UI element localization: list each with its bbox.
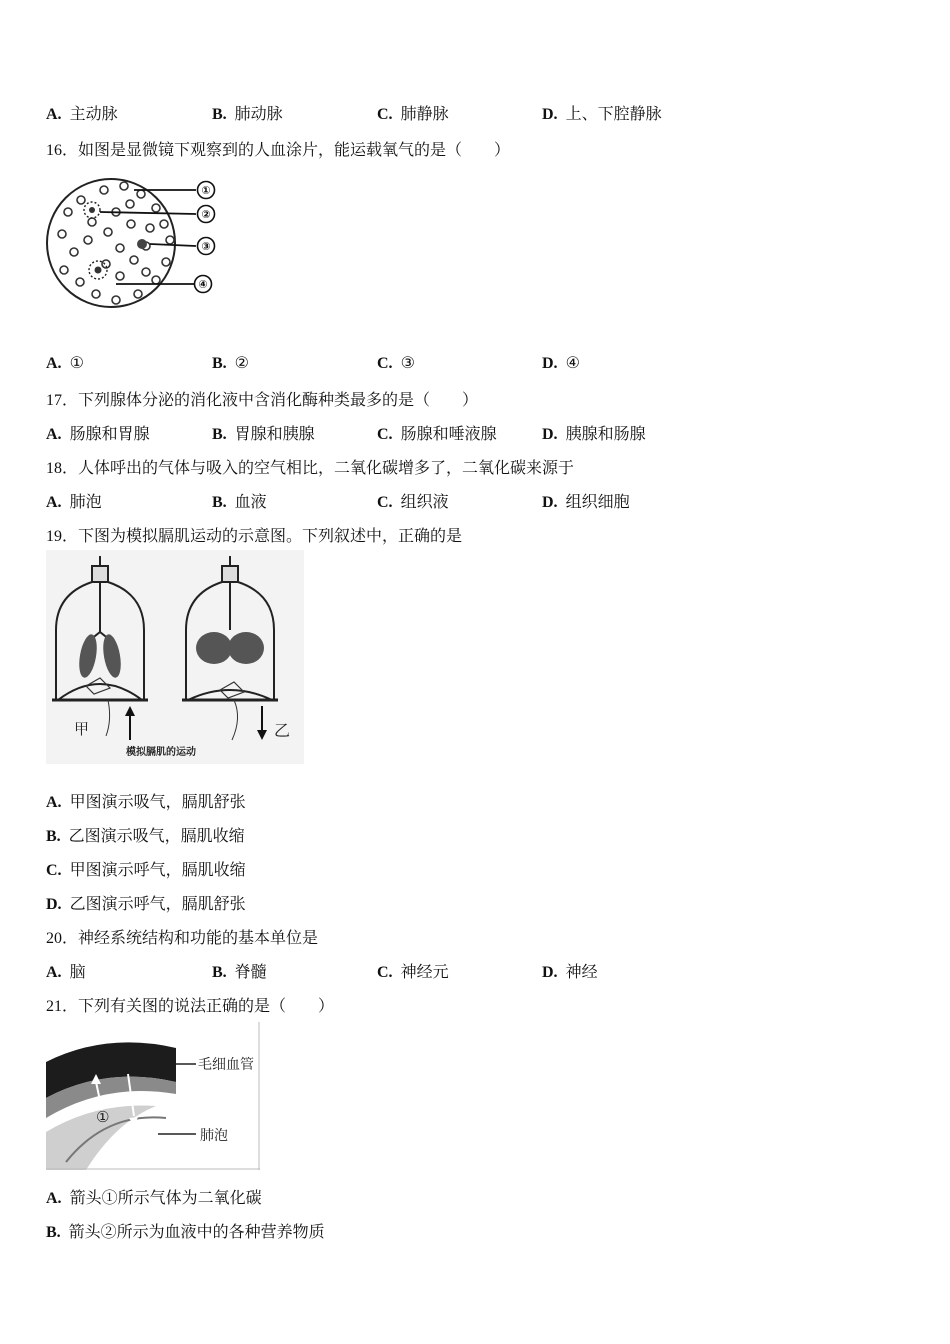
q17-option-c: C. 肠腺和唾液腺: [377, 424, 497, 443]
q18-option-d: D. 组织细胞: [542, 492, 630, 511]
q18-option-c: C. 组织液: [377, 492, 449, 511]
q17-option-b: B. 胃腺和胰腺: [212, 424, 315, 443]
q20-option-b: B. 脊髓: [212, 962, 267, 981]
q20-option-d: D. 神经: [542, 962, 598, 981]
q21-option-b: B. 箭头②所示为血液中的各种营养物质: [46, 1222, 325, 1241]
q19-option-a: A. 甲图演示吸气，膈肌舒张: [46, 792, 246, 811]
q17-option-a: A. 肠腺和胃腺: [46, 424, 150, 443]
q16-option-d: D. ④: [542, 353, 580, 372]
q20-option-c: C. 神经元: [377, 962, 449, 981]
q16-stem: 16．如图是显微镜下观察到的人血涂片，能运载氧气的是（ ）: [46, 140, 511, 159]
q21-option-a: A. 箭头①所示气体为二氧化碳: [46, 1188, 262, 1207]
q16-option-a: A. ①: [46, 353, 84, 372]
blood-label-1: ①: [201, 184, 211, 197]
q18-stem: 18．人体呼出的气体与吸入的空气相比，二氧化碳增多了，二氧化碳来源于: [46, 458, 575, 477]
q15-option-a: A. 主动脉: [46, 104, 118, 123]
q15-option-b: B. 肺动脉: [212, 104, 283, 123]
label-yi: 乙: [274, 721, 291, 740]
label-alveolus: 肺泡: [200, 1128, 228, 1144]
q21-stem: 21．下列有关图的说法正确的是（ ）: [46, 996, 335, 1015]
q18-option-b: B. 血液: [212, 492, 267, 511]
q20-stem: 20．神经系统结构和功能的基本单位是: [46, 928, 319, 947]
alveolus-capillary-figure: [46, 1022, 260, 1170]
q17-option-d: D. 胰腺和肠腺: [542, 424, 646, 443]
q20-option-a: A. 脑: [46, 962, 86, 981]
q19-stem: 19．下图为模拟膈肌运动的示意图。下列叙述中，正确的是: [46, 526, 463, 545]
q19-option-d: D. 乙图演示呼气，膈肌舒张: [46, 894, 246, 913]
label-jia: 甲: [74, 720, 90, 738]
q17-stem: 17．下列腺体分泌的消化液中含消化酶种类最多的是（ ）: [46, 390, 479, 409]
label-arrow-1: ①: [96, 1108, 110, 1126]
q15-option-c: C. 肺静脉: [377, 104, 449, 123]
figure-caption: 模拟膈肌的运动: [126, 747, 196, 758]
blood-smear-figure: [46, 172, 221, 314]
q19-option-c: C. 甲图演示呼气，膈肌收缩: [46, 860, 246, 879]
label-capillary: 毛细血管: [198, 1057, 254, 1073]
q16-option-b: B. ②: [212, 353, 250, 372]
q18-option-a: A. 肺泡: [46, 492, 102, 511]
diaphragm-model-figure: [46, 550, 304, 764]
q16-option-c: C. ③: [377, 353, 415, 372]
q19-option-b: B. 乙图演示吸气，膈肌收缩: [46, 826, 245, 845]
q15-option-d: D. 上、下腔静脉: [542, 104, 662, 123]
blood-label-2: ②: [201, 208, 211, 221]
blood-label-4: ④: [198, 278, 208, 291]
blood-label-3: ③: [201, 240, 211, 253]
